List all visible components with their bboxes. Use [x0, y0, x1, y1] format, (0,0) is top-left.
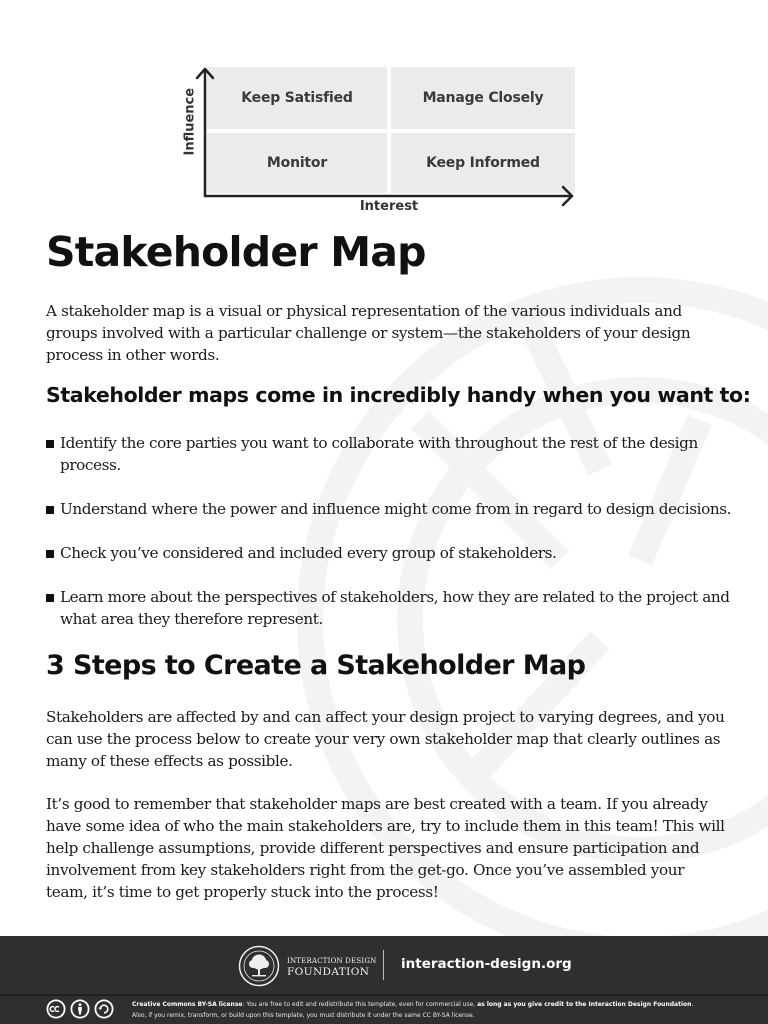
- website-link[interactable]: interaction-design.org: [401, 956, 572, 972]
- footer: [0, 936, 768, 1024]
- list-item: [46, 586, 736, 630]
- logo-line-2: FOUNDATION: [287, 966, 370, 978]
- list-item: [46, 432, 736, 476]
- list-item-text: Identify the core parties you want to collaborate with throughout the rest of the design process.: [60, 434, 698, 474]
- quadrant-monitor: Monitor: [207, 133, 387, 193]
- list-item-text: Learn more about the perspectives of stakeholders, how they are related to the project and what area they therefore represent.: [60, 588, 730, 628]
- sa-icon: [94, 999, 114, 1019]
- license-sharealike: Also, if you remix, transform, or build upon this template, you must distribute it under the same CC BY-SA license.: [132, 1012, 475, 1019]
- logo-wordmark: [287, 957, 376, 978]
- idf-tree-seal-icon: [238, 945, 280, 987]
- y-axis-label: Influence: [182, 87, 198, 156]
- subheading: Stakeholder maps come in incredibly handy when you want to:: [46, 383, 751, 407]
- license-text: [132, 999, 752, 1021]
- axes-arrows: [176, 62, 586, 222]
- x-axis-label: Interest: [359, 199, 419, 214]
- footer-separator: [0, 994, 768, 996]
- bullet-square-icon: [46, 550, 54, 558]
- logo-line-1: INTERACTION DESIGN: [287, 957, 377, 965]
- stakeholder-matrix-diagram: [176, 62, 586, 222]
- cc-icon: [46, 999, 66, 1019]
- footer-divider: [383, 950, 384, 980]
- steps-heading: 3 Steps to Create a Stakeholder Map: [46, 650, 586, 681]
- license-period: .: [691, 1001, 694, 1008]
- by-icon: [70, 999, 90, 1019]
- steps-paragraph-2: It’s good to remember that stakeholder maps are best created with a team. If you already have some idea of who the main stakeholders are, try to include them in this team! This will help challenge assumptions, provide different perspectives and ensure participation and involvement from key stakeholders right from the get-go. Once you’ve assembled your team, it’s time to get properly stuck into the process!: [46, 795, 725, 901]
- license-name: Creative Commons BY-SA license: [132, 1001, 243, 1008]
- list-item: [46, 498, 731, 520]
- quadrant-keep-satisfied: Keep Satisfied: [207, 67, 387, 129]
- list-item-text: Understand where the power and influence might come from in regard to design decisions.: [60, 500, 732, 518]
- license-terms: : You are free to edit and redistribute this template, even for commercial use,: [242, 1001, 478, 1008]
- bullet-square-icon: [46, 506, 54, 514]
- intro-paragraph: A stakeholder map is a visual or physical representation of the various individuals and groups involved with a particular challenge or system—the stakeholders of your design process in other words.: [46, 302, 691, 364]
- steps-paragraph-1: Stakeholders are affected by and can affect your design project to varying degrees, and you can use the process below to create your very own stakeholder map that clearly outlines as many of these effects as possible.: [46, 708, 725, 770]
- license-icons: [46, 999, 114, 1019]
- quadrant-manage-closely: Manage Closely: [391, 67, 575, 129]
- quadrant-keep-informed: Keep Informed: [391, 133, 575, 193]
- list-item-text: Check you’ve considered and included every group of stakeholders.: [60, 544, 557, 562]
- footer-branding: [0, 936, 768, 994]
- page-title: Stakeholder Map: [46, 228, 426, 276]
- bullet-square-icon: [46, 440, 54, 448]
- list-item: [46, 542, 556, 564]
- license-credit: as long as you give credit to the Interaction Design Foundation: [477, 1001, 692, 1008]
- bullet-square-icon: [46, 594, 54, 602]
